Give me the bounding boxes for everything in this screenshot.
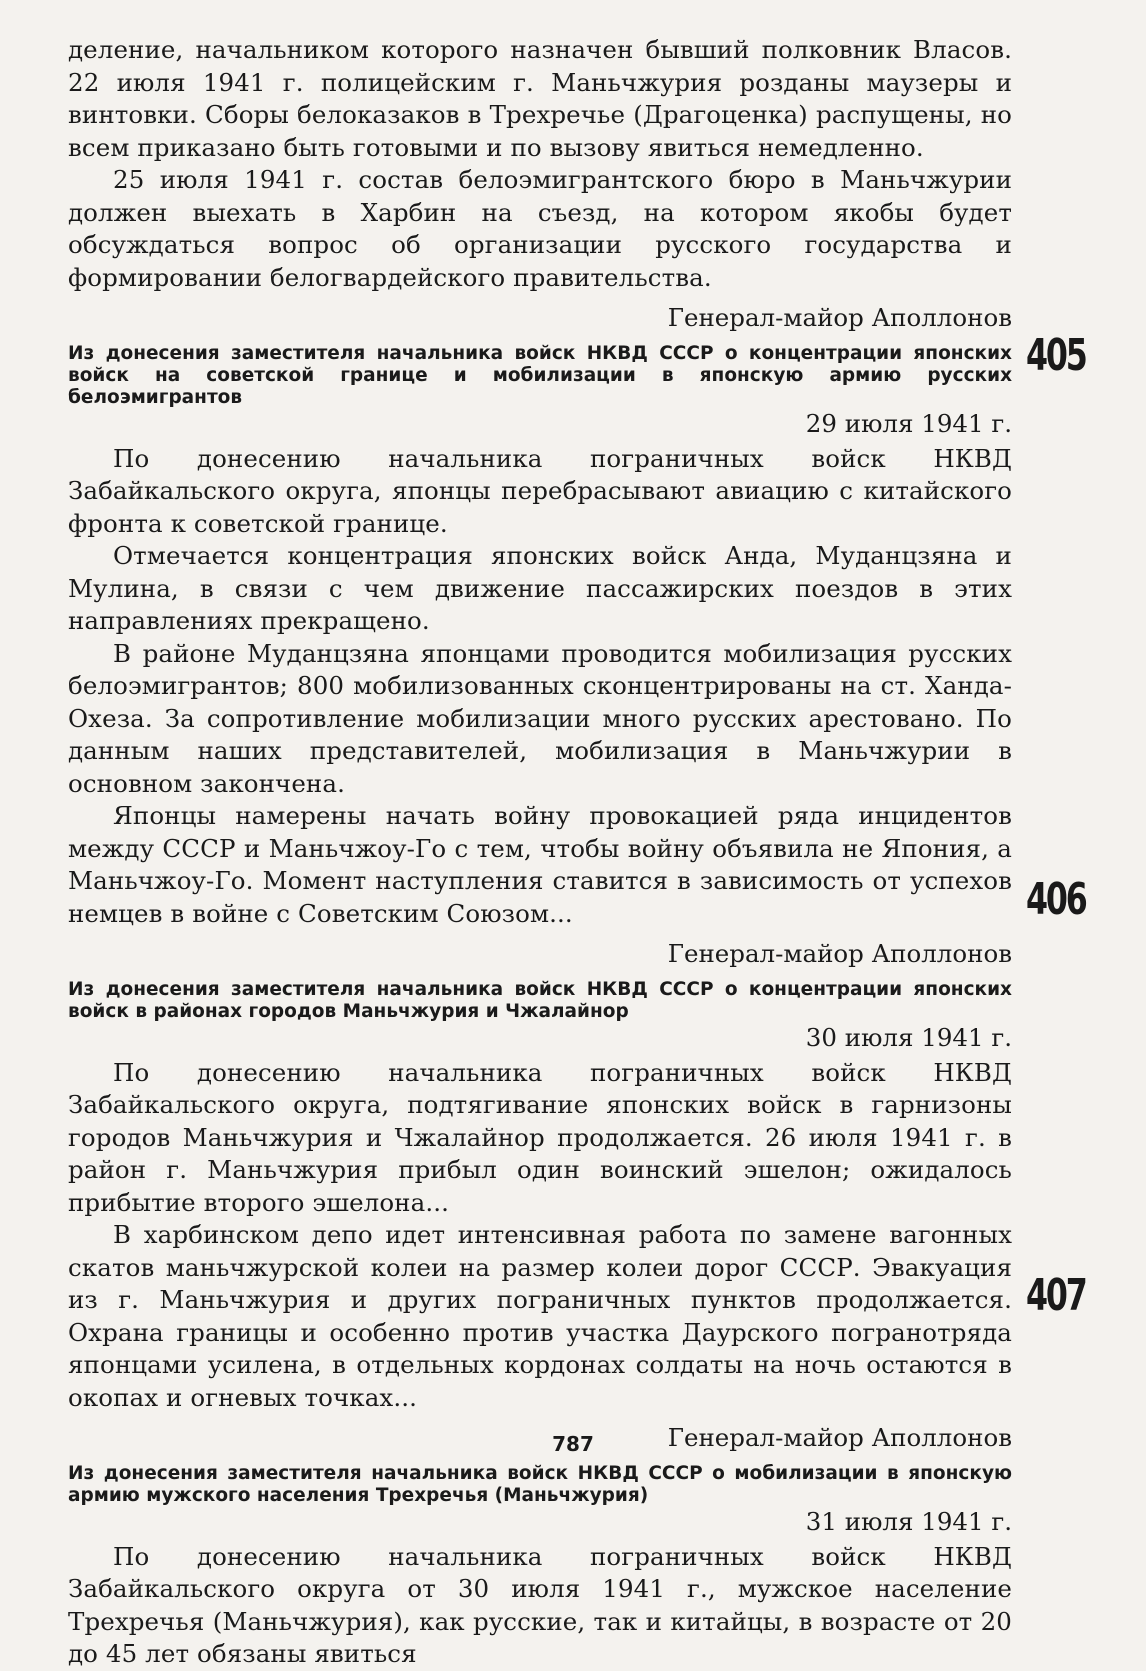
page-number: 787	[552, 1432, 594, 1456]
document-heading: Из донесения заместителя начальника войск НКВД СССР о концентрации японских войск в районах городов Маньчжурия и Чжалайнор	[68, 978, 1012, 1022]
document-paragraph: Японцы намерены начать войну провокацией ряда инцидентов между СССР и Маньчжоу-Го с тем, чтобы войну объявила не Япония, а Маньчжоу-Го. Момент наступления ставится в зависимость от успехов немцев в войне с Советским Союзом...	[68, 801, 1012, 928]
document-number-405: 405	[1026, 330, 1086, 381]
document-number-407: 407	[1026, 1270, 1086, 1321]
intro-signature: Генерал-майор Аполлонов	[667, 303, 1012, 332]
page-content	[68, 34, 1012, 1671]
document-date: 31 июля 1941 г.	[805, 1506, 1012, 1536]
document-signature: Генерал-майор Аполлонов	[667, 939, 1012, 968]
document-number-406: 406	[1026, 874, 1086, 925]
document-signature: Генерал-майор Аполлонов	[667, 1423, 1012, 1452]
intro-paragraph-2: 25 июля 1941 г. состав белоэмигрантского бюро в Маньчжурии должен выехать в Харбин на съезд, на котором якобы будет обсуждаться вопрос об организации русского государства и формировании белогвардейского правительства.	[68, 165, 1012, 292]
document-paragraph: По донесению начальника пограничных войск НКВД Забайкальского округа, японцы перебрасывают авиацию с китайского фронта к советской границе.	[68, 443, 1012, 538]
intro-paragraph-1: деление, начальником которого назначен бывший полковник Власов. 22 июля 1941 г. полицейским г. Маньчжурия розданы маузеры и винтовки. Сборы белоказаков в Трехречье (Драгоценка) распущены, но всем приказано быть готовыми и по вызову явиться немедленно.	[68, 35, 1012, 162]
document-date: 29 июля 1941 г.	[805, 408, 1012, 438]
document-paragraph: В харбинском депо идет интенсивная работа по замене вагонных скатов маньчжурской колеи на размер колеи дорог СССР. Эвакуация из г. Маньчжурия и других пограничных пунктов продолжается. Охрана границы и особенно против участка Даурского погранотряда японцами усилена, в отдельных кордонах солдаты на ночь остаются в окопах и огневых точках...	[68, 1220, 1012, 1412]
document-407	[68, 1463, 1012, 1671]
document-date: 30 июля 1941 г.	[805, 1022, 1012, 1052]
document-paragraph: Отмечается концентрация японских войск Анда, Муданцзяна и Мулина, в связи с чем движение пассажирских поездов в этих направлениях прекращено.	[68, 541, 1012, 635]
document-heading: Из донесения заместителя начальника войск НКВД СССР о мобилизации в японскую армию мужского населения Трехречья (Маньчжурия)	[68, 1462, 1012, 1506]
document-406	[68, 979, 1012, 1455]
document-405	[68, 343, 1012, 971]
document-paragraph: По донесению начальника пограничных войск НКВД Забайкальского округа, подтягивание японских войск в гарнизоны городов Маньчжурия и Чжалайнор продолжается. 26 июля 1941 г. в район г. Маньчжурия прибыл один воинский эшелон; ожидалось прибытие второго эшелона...	[68, 1057, 1012, 1217]
document-paragraph: В районе Муданцзяна японцами проводится мобилизация русских белоэмигрантов; 800 мобилизованных сконцентрированы на ст. Ханда-Охеза. За сопротивление мобилизации много русских арестовано. По данным наших представителей, мобилизация в Маньчжурии в основном закончена.	[68, 638, 1012, 798]
document-paragraph: По донесению начальника пограничных войск НКВД Забайкальского округа от 30 июля 1941 г., мужское население Трехречья (Маньчжурия), как русские, так и китайцы, в возрасте от 20 до 45 лет обязаны явиться	[68, 1541, 1012, 1668]
document-heading: Из донесения заместителя начальника войск НКВД СССР о концентрации японских войск на советской границе и мобилизации в японскую армию русских белоэмигрантов	[68, 342, 1012, 408]
